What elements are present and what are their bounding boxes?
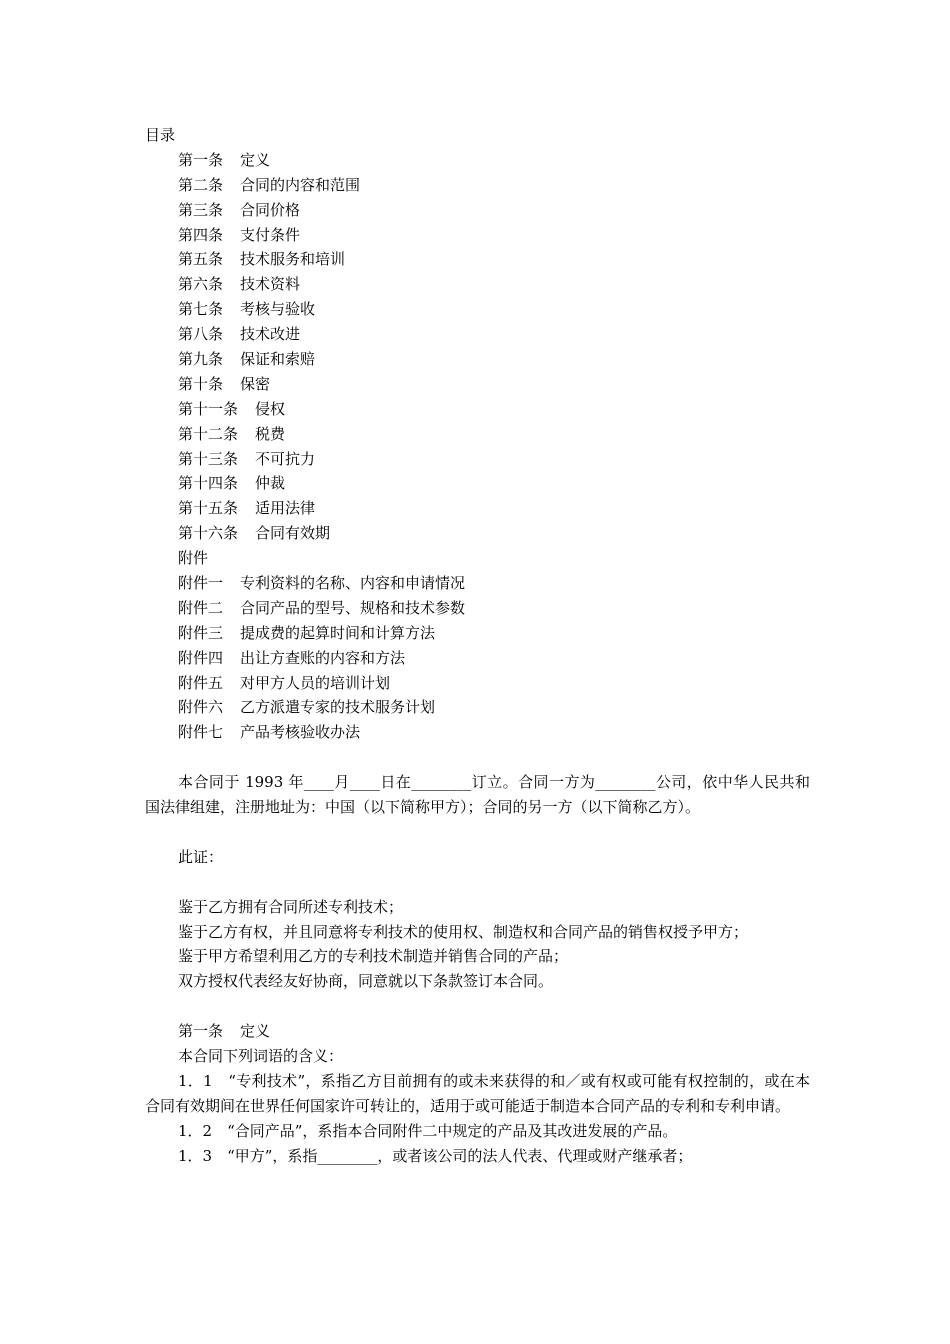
toc-annex-num: 附件五	[178, 673, 224, 692]
article-heading	[145, 1019, 810, 1044]
toc-annex-num: 附件四	[178, 648, 224, 667]
toc-item-title: 保密	[240, 374, 271, 393]
toc-item-num: 第十条	[178, 374, 224, 393]
toc-item	[145, 198, 810, 223]
toc-annex-heading: 附件	[178, 549, 209, 568]
toc-annex-num: 附件六	[178, 698, 224, 717]
toc-item-num: 第十六条	[178, 524, 239, 543]
toc-item-title: 考核与验收	[240, 300, 316, 319]
toc-annex-title: 专利资料的名称、内容和申请情况	[240, 574, 466, 593]
toc-item	[145, 471, 810, 496]
toc-annex-num: 附件七	[178, 723, 224, 742]
toc-title: 目录	[145, 126, 176, 144]
witness-heading: 此证：	[178, 847, 224, 866]
toc-annex-title: 合同产品的型号、规格和技术参数	[240, 598, 466, 617]
clause-paragraph: 1．3 “甲方”，系指________，或者该公司的法人代表、代理或财产继承者；	[178, 1146, 693, 1165]
recital-item: 双方授权代表经友好协商，同意就以下条款签订本合同。	[178, 972, 554, 991]
toc-item-title: 适用法律	[255, 499, 316, 518]
toc-item-num: 第九条	[178, 350, 224, 369]
toc-item-num: 第八条	[178, 325, 224, 344]
toc-item-num: 第十五条	[178, 499, 239, 518]
toc-annex-title: 乙方派遣专家的技术服务计划	[240, 698, 436, 717]
toc-item	[145, 148, 810, 173]
toc-item	[145, 247, 810, 272]
toc-annex-item	[145, 695, 810, 720]
recital-item: 鉴于甲方希望利用乙方的专利技术制造并销售合同的产品；	[178, 947, 569, 966]
toc-annex-item	[145, 596, 810, 621]
toc-item-title: 技术服务和培训	[240, 250, 346, 269]
clause-paragraph: 1．1 “专利技术”，系指乙方目前拥有的或未来获得的和／或有权或可能有权控制的，或在本合同有效期间在世界任何国家许可转让的，适用于或可能适于制造本合同产品的专利和专利申请。	[145, 1071, 810, 1115]
toc-annex-title: 出让方查账的内容和方法	[240, 648, 406, 667]
toc-item-title: 合同价格	[240, 200, 301, 219]
toc-annex-item	[145, 720, 810, 745]
article-title: 定义	[240, 1022, 271, 1041]
toc-item-title: 技术改进	[240, 325, 301, 344]
toc-annexes	[145, 571, 810, 745]
toc-item-num: 第十一条	[178, 399, 239, 418]
document-body	[145, 123, 810, 1169]
toc-item	[145, 397, 810, 422]
toc-item-title: 税费	[255, 424, 286, 443]
toc-item-title: 支付条件	[240, 225, 301, 244]
toc-item-num: 第十二条	[178, 424, 239, 443]
toc-item-title: 侵权	[255, 399, 286, 418]
clause-paragraph: 1．2 “合同产品”，系指本合同附件二中规定的产品及其改进发展的产品。	[178, 1121, 678, 1140]
article-num: 第一条	[178, 1022, 224, 1041]
toc-item	[145, 422, 810, 447]
toc-annex-num: 附件一	[178, 574, 224, 593]
toc-annex-item	[145, 671, 810, 696]
toc-annex-num: 附件二	[178, 598, 224, 617]
toc-item	[145, 347, 810, 372]
recitals	[145, 895, 810, 995]
toc-item-num: 第四条	[178, 225, 224, 244]
article-intro: 本合同下列词语的含义：	[178, 1046, 344, 1065]
toc-item-num: 第十三条	[178, 449, 239, 468]
toc-item-num: 第二条	[178, 175, 224, 194]
toc-item	[145, 272, 810, 297]
toc-item-title: 定义	[240, 150, 271, 169]
toc-item-title: 不可抗力	[255, 449, 316, 468]
toc-item	[145, 372, 810, 397]
toc-item	[145, 447, 810, 472]
toc-item	[145, 223, 810, 248]
recital-item: 鉴于乙方拥有合同所述专利技术；	[178, 897, 404, 916]
toc-item-title: 技术资料	[240, 275, 301, 294]
toc-item-title: 保证和索赔	[240, 350, 316, 369]
toc-item-num: 第七条	[178, 300, 224, 319]
toc-item	[145, 496, 810, 521]
preamble-paragraph: 本合同于 1993 年____月____日在________订立。合同一方为________公司，依中华人民共和国法律组建，注册地址为：中国（以下简称甲方）；合同的另一方（以下简称乙方）。	[145, 773, 810, 817]
toc-item-num: 第十四条	[178, 474, 239, 493]
toc-annex-item	[145, 571, 810, 596]
toc-item-num: 第三条	[178, 200, 224, 219]
toc-item-title: 仲裁	[255, 474, 286, 493]
toc-item	[145, 173, 810, 198]
toc-item-num: 第一条	[178, 150, 224, 169]
recital-item: 鉴于乙方有权，并且同意将专利技术的使用权、制造权和合同产品的销售权授予甲方；	[178, 922, 749, 941]
toc-articles	[145, 148, 810, 546]
toc-item-title: 合同有效期	[255, 524, 331, 543]
toc-item	[145, 297, 810, 322]
toc-annex-item	[145, 621, 810, 646]
toc-annex-item	[145, 646, 810, 671]
toc-annex-title: 提成费的起算时间和计算方法	[240, 623, 436, 642]
toc-item-num: 第五条	[178, 250, 224, 269]
toc-item	[145, 322, 810, 347]
toc-item	[145, 521, 810, 546]
toc-annex-title: 对甲方人员的培训计划	[240, 673, 391, 692]
toc-annex-title: 产品考核验收办法	[240, 723, 361, 742]
toc-item-title: 合同的内容和范围	[240, 175, 361, 194]
toc-annex-num: 附件三	[178, 623, 224, 642]
toc-item-num: 第六条	[178, 275, 224, 294]
